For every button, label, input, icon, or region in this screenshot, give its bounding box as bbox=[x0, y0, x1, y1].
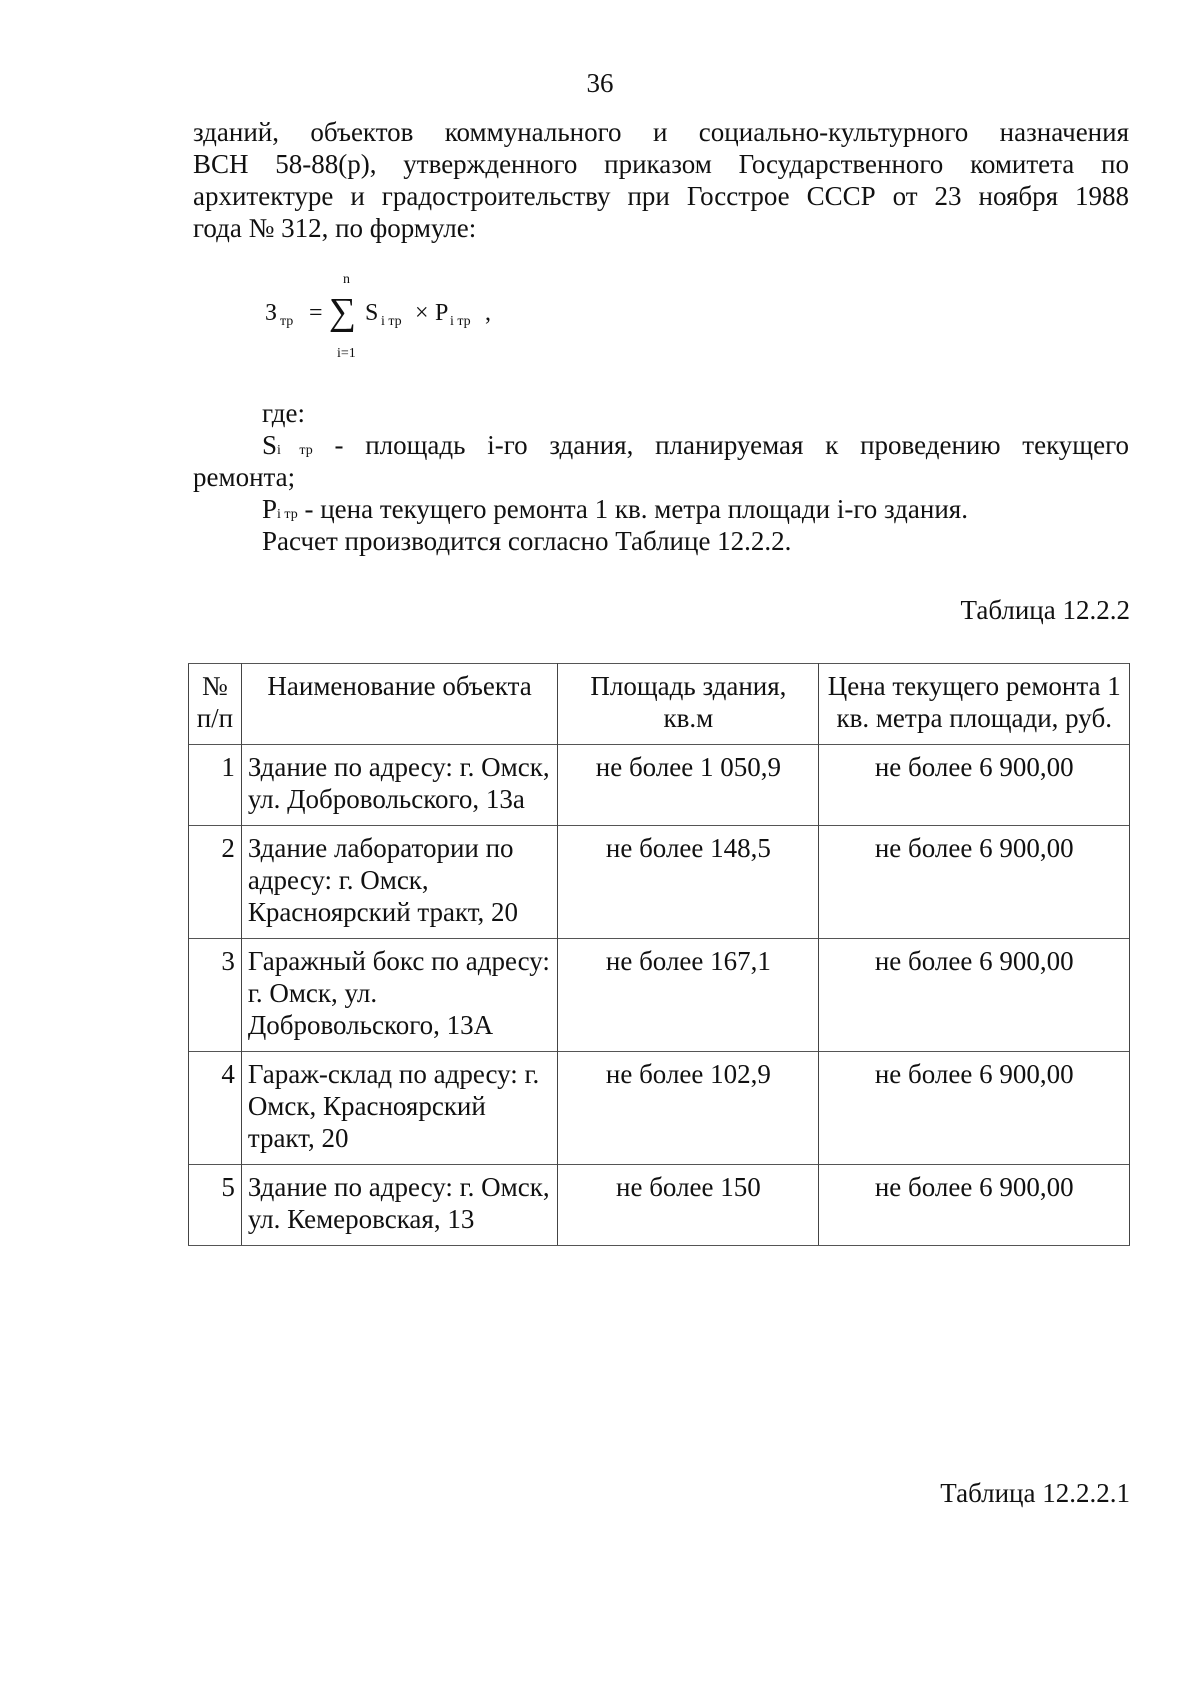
table-row bbox=[189, 745, 1130, 826]
s-sub: i тр bbox=[277, 443, 313, 458]
row-name: Гаражный бокс по адресу: г. Омск, ул. Добровольского, 13А bbox=[241, 939, 558, 1052]
row-price: не более 6 900,00 bbox=[819, 939, 1130, 1052]
header-price: Цена текущего ремонта 1 кв. метра площади, руб. bbox=[819, 664, 1130, 745]
header-num: № п/п bbox=[189, 664, 242, 745]
header-name: Наименование объекта bbox=[241, 664, 558, 745]
calc-text: Расчет производится согласно Таблице 12.2.2. bbox=[262, 526, 792, 556]
s-text-cont: ремонта; bbox=[193, 462, 296, 492]
table-row bbox=[189, 1165, 1130, 1246]
row-name: Здание по адресу: г. Омск, ул. Добровольского, 13а bbox=[241, 745, 558, 826]
row-area: не более 1 050,9 bbox=[558, 745, 819, 826]
row-num: 1 bbox=[189, 745, 242, 826]
row-price: не более 6 900,00 bbox=[819, 826, 1130, 939]
row-num: 2 bbox=[189, 826, 242, 939]
table-row bbox=[189, 826, 1130, 939]
formula-upper: n bbox=[343, 272, 350, 287]
p-sub: i тр bbox=[277, 507, 298, 522]
row-num: 4 bbox=[189, 1052, 242, 1165]
table-caption: Таблица 12.2.2 bbox=[960, 595, 1130, 625]
p-symbol: P bbox=[262, 494, 278, 524]
formula-p-sub: i тр bbox=[450, 314, 471, 329]
row-name: Здание лаборатории по адресу: г. Омск, Красноярский тракт, 20 bbox=[241, 826, 558, 939]
formula-lhs-sub: тр bbox=[280, 314, 294, 329]
intro-line-2: ВСН 58-88(р), утвержденного приказом Государственного комитета по bbox=[193, 149, 1129, 179]
intro-line-3: архитектуре и градостроительству при Госстрое СССР от 23 ноября 1988 bbox=[193, 181, 1129, 211]
s-definition bbox=[262, 429, 1129, 467]
intro-line-4: года № 312, по формуле: bbox=[193, 213, 477, 243]
next-table-caption: Таблица 12.2.2.1 bbox=[940, 1478, 1130, 1508]
formula-s-sub: i тр bbox=[381, 314, 402, 329]
p-text: - цена текущего ремонта 1 кв. метра площади i-го здания. bbox=[297, 494, 968, 524]
formula-end: , bbox=[485, 300, 491, 326]
s-symbol: S bbox=[262, 430, 278, 460]
formula-sum: ∑ bbox=[329, 291, 357, 333]
header-area: Площадь здания, кв.м bbox=[558, 664, 819, 745]
row-area: не более 167,1 bbox=[558, 939, 819, 1052]
formula-equals: = bbox=[309, 300, 323, 326]
row-area: не более 102,9 bbox=[558, 1052, 819, 1165]
s-text: - площадь i-го здания, планируемая к проведению текущего bbox=[312, 430, 1129, 460]
row-name: Здание по адресу: г. Омск, ул. Кемеровская, 13 bbox=[241, 1165, 558, 1246]
formula-lower: i=1 bbox=[337, 346, 356, 361]
formula-times: × bbox=[415, 300, 429, 326]
row-num: 3 bbox=[189, 939, 242, 1052]
formula-s: S bbox=[365, 300, 379, 326]
formula-p: P bbox=[435, 300, 449, 326]
row-price: не более 6 900,00 bbox=[819, 1165, 1130, 1246]
page-number: 36 bbox=[586, 68, 614, 98]
formula bbox=[265, 272, 505, 361]
row-price: не более 6 900,00 bbox=[819, 745, 1130, 826]
repair-cost-table bbox=[188, 663, 1130, 1246]
where-label: где: bbox=[262, 398, 305, 428]
row-num: 5 bbox=[189, 1165, 242, 1246]
row-area: не более 150 bbox=[558, 1165, 819, 1246]
row-price: не более 6 900,00 bbox=[819, 1052, 1130, 1165]
row-area: не более 148,5 bbox=[558, 826, 819, 939]
formula-lhs: З bbox=[265, 300, 278, 326]
intro-line-1: зданий, объектов коммунального и социально-культурного назначения bbox=[193, 117, 1129, 147]
table-row bbox=[189, 1052, 1130, 1165]
table-row bbox=[189, 939, 1130, 1052]
row-name: Гараж-склад по адресу: г. Омск, Красноярский тракт, 20 bbox=[241, 1052, 558, 1165]
